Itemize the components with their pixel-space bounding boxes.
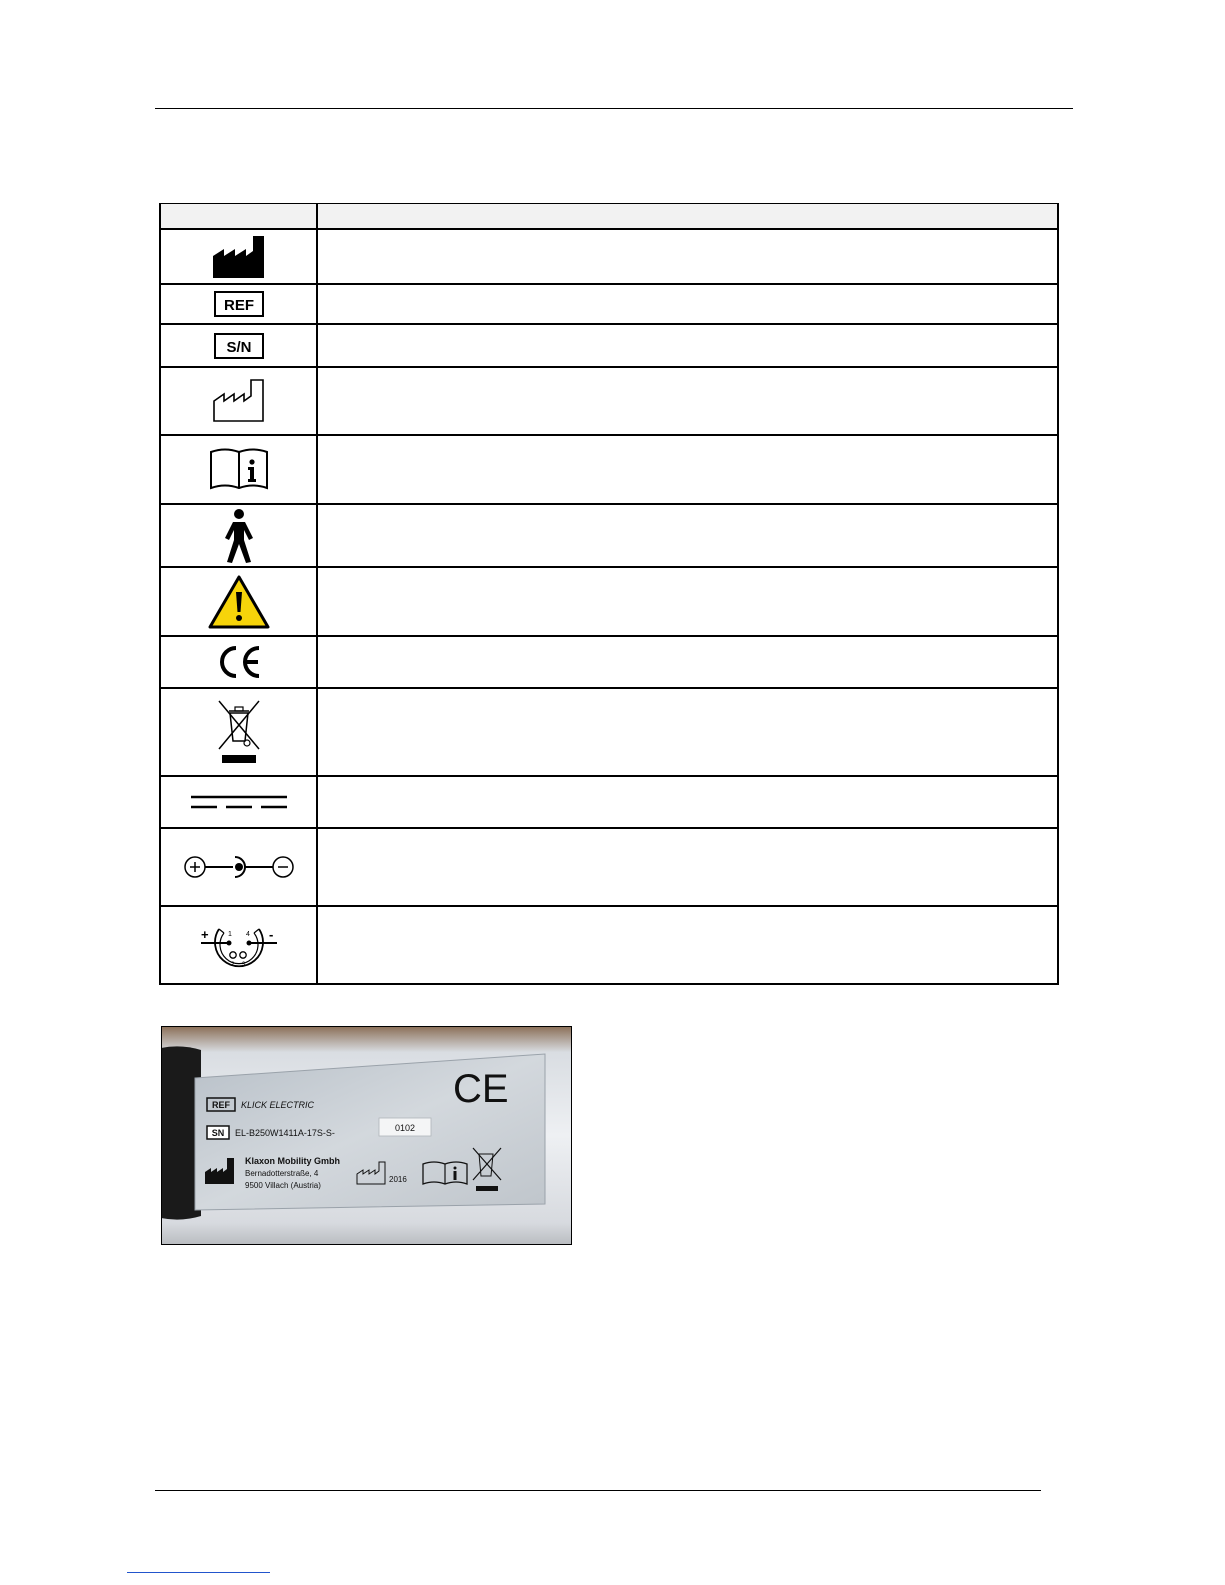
photo-ref-group bbox=[207, 1098, 315, 1111]
table-row bbox=[160, 688, 1058, 776]
dc-polarity-icon bbox=[183, 853, 295, 881]
table-row bbox=[160, 504, 1058, 567]
table-row bbox=[160, 828, 1058, 906]
description-cell bbox=[317, 435, 1058, 504]
description-cell bbox=[317, 567, 1058, 636]
description-cell bbox=[317, 906, 1058, 984]
header-rule bbox=[155, 108, 1073, 109]
photo-sn-value: EL-B250W1411A-17S-S- bbox=[235, 1128, 335, 1138]
description-cell bbox=[317, 284, 1058, 324]
description-cell bbox=[317, 324, 1058, 367]
photo-manufacturer-city: 9500 Villach (Austria) bbox=[245, 1181, 321, 1190]
photo-sn-suffix: 0102 bbox=[394, 1123, 416, 1133]
photo-ce-mark bbox=[453, 1067, 509, 1111]
description-cell bbox=[317, 504, 1058, 567]
photo-manufacturer-name: Klaxon Mobility Gmbh bbox=[245, 1156, 341, 1166]
description-cell bbox=[317, 229, 1058, 284]
table-row bbox=[160, 567, 1058, 636]
photo-manufacturer-street: Bernadotterstraße, 4 bbox=[245, 1169, 319, 1178]
minus-label: - bbox=[268, 927, 273, 942]
table-header-row bbox=[160, 204, 1058, 230]
table-row bbox=[160, 229, 1058, 284]
ref-catalogue-number-icon bbox=[214, 291, 264, 317]
serial-number-icon bbox=[214, 333, 264, 359]
description-cell bbox=[317, 688, 1058, 776]
product-label-photo bbox=[161, 1026, 572, 1245]
table-row bbox=[160, 776, 1058, 828]
symbol-table bbox=[159, 203, 1059, 985]
description-cell bbox=[317, 828, 1058, 906]
sn-text: S/N bbox=[225, 338, 252, 356]
pin-3-label: 3 bbox=[241, 962, 245, 968]
manufacturer-icon bbox=[211, 234, 267, 280]
description-cell bbox=[317, 636, 1058, 688]
plus-label: + bbox=[200, 927, 209, 942]
connector-pinout-icon bbox=[197, 915, 281, 975]
ce-mark-icon bbox=[214, 644, 264, 680]
ref-text: REF bbox=[223, 297, 254, 314]
photo-ref-value: KLICK ELECTRIC bbox=[241, 1100, 315, 1110]
pin-1-label: 1 bbox=[227, 931, 232, 938]
table-row bbox=[160, 284, 1058, 324]
pin-4-label: 4 bbox=[245, 931, 250, 938]
table-row bbox=[160, 906, 1058, 984]
weee-bin-icon bbox=[215, 697, 263, 767]
pin-2-label: 2 bbox=[230, 962, 234, 968]
footer-link-underline[interactable] bbox=[127, 1572, 270, 1573]
description-column-header bbox=[317, 204, 1058, 230]
date-of-manufacture-icon bbox=[211, 377, 267, 425]
symbol-column-header bbox=[160, 204, 317, 230]
warning-triangle-icon bbox=[207, 574, 271, 630]
description-cell bbox=[317, 367, 1058, 435]
table-row bbox=[160, 636, 1058, 688]
table-row bbox=[160, 367, 1058, 435]
footer-rule bbox=[155, 1490, 1041, 1491]
photo-year: 2016 bbox=[389, 1175, 407, 1184]
description-cell bbox=[317, 776, 1058, 828]
table-row bbox=[160, 324, 1058, 367]
consult-instructions-icon bbox=[208, 446, 270, 494]
table-row bbox=[160, 435, 1058, 504]
direct-current-icon bbox=[189, 791, 289, 813]
photo-ref-tag: REF bbox=[212, 1100, 230, 1110]
photo-sn-tag: SN bbox=[211, 1128, 225, 1138]
type-b-applied-part-icon bbox=[222, 508, 256, 564]
photo-ce-text: CE bbox=[453, 1067, 509, 1111]
